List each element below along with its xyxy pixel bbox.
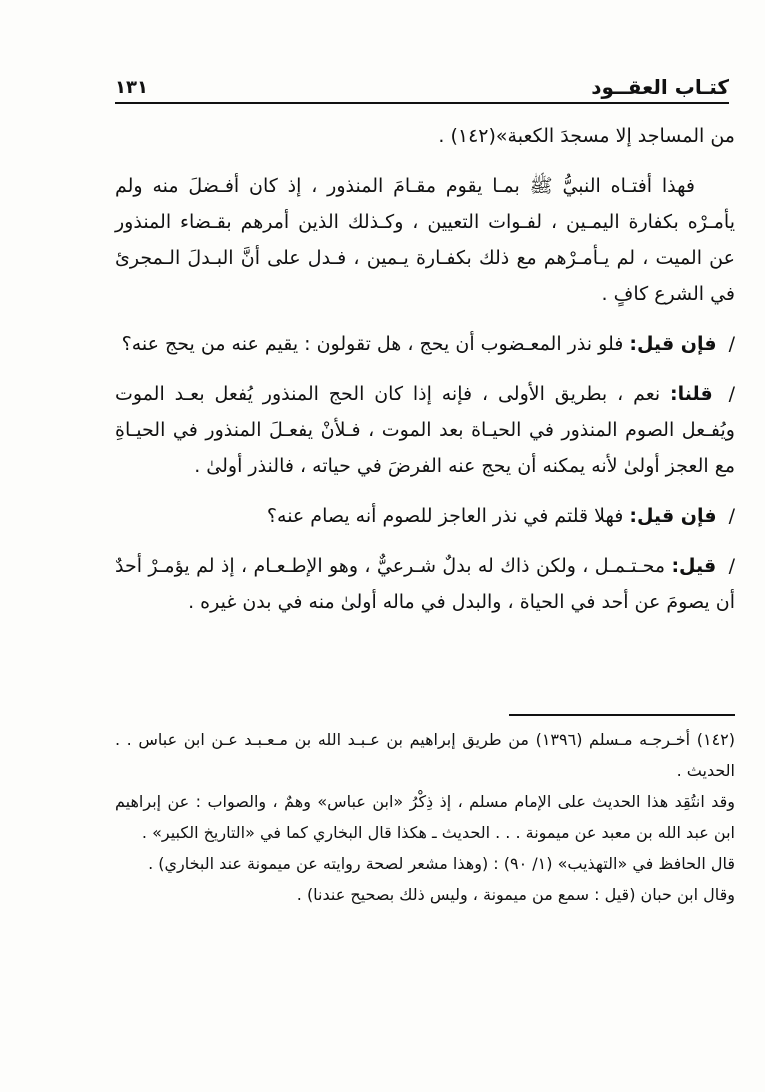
paragraph xyxy=(115,376,735,484)
paragraph-text: فلو نذر المعـضوب أن يحج ، هل تقولون : يقيم عنه من يحج عنه؟ xyxy=(121,333,624,355)
margin-slash: / xyxy=(728,333,735,355)
footnotes xyxy=(115,724,735,910)
paragraph xyxy=(115,548,735,620)
paragraph xyxy=(115,498,735,534)
margin-slash: / xyxy=(728,383,736,405)
paragraph-lead: فإن قيل: xyxy=(629,505,717,527)
footnote: (١٤٢) أخـرجـه مـسلم (١٣٩٦) من طريق إبراهيم بن عـبـد الله بن مـعـبـد عـن ابن عباس . . الحديث . xyxy=(115,730,735,780)
paragraph-lead: قيل: xyxy=(671,555,717,577)
margin-slash: / xyxy=(728,505,735,527)
paragraph: فهذا أفتـاه النبيُّ ﷺ بمـا يقوم مقـامَ المنذور ، إذ كان أفـضلَ منه ولم يأمـرْه بكفارة اليمـين ، لفـوات التعيين ، وكـذلك الذين أمرهم بقـضاء المنذور عن الميت ، لم يـأمـرْهم مع ذلك بكفـارة يـمين ، فـدل على أنَّ البـدلَ الـمجرئ في الشرع كافٍ . xyxy=(115,175,735,305)
page-number: ١٣١ xyxy=(115,76,148,98)
footnote: وقد انتُقِد هذا الحديث على الإمام مسلم ، إذ ذِكْرُ «ابن عباس» وهمٌ ، والصواب : عن إبراهيم ابن عبد الله بن معبد عن ميمونة . . . الحديث ـ هكذا قال البخاري كما في «التاريخ الكبير» . xyxy=(115,792,735,842)
paragraph-lead: فإن قيل: xyxy=(629,333,717,355)
footnote: قال الحافظ في «التهذيب» (١/ ٩٠) : (وهذا مشعر لصحة روايته عن ميمونة عند البخاري) . xyxy=(148,854,735,873)
paragraph-text: محـتـمـل ، ولكن ذاك له بدلٌ شـرعيٌّ ، وهو الإطـعـام ، إذ لم يؤمـرْ أحدٌ أن يصومَ عن أحد في الحياة ، والبدل في ماله أولىٰ منه في بدن غيره . xyxy=(115,555,735,613)
margin-slash: / xyxy=(728,555,736,577)
paragraph-text: فهلا قلتم في نذر العاجز للصوم أنه يصام عنه؟ xyxy=(266,505,624,527)
book-title: كتـاب العقــود xyxy=(591,75,729,99)
paragraph: من المساجد إلا مسجدَ الكعبة»(١٤٢) . xyxy=(438,125,735,147)
paragraph-lead: قلنا: xyxy=(670,383,713,405)
paragraph xyxy=(115,326,735,362)
main-text xyxy=(115,118,735,620)
paragraph-text: نعم ، بطريق الأولى ، فإنه إذا كان الحج المنذور يُفعل بعـد الموت ويُفـعل الصوم المنذور في الحيـاة بعد الموت ، فـلأنْ يفعـلَ المنذور في الحيـاةِ مع العجز أولىٰ لأنه يمكنه أن يحج عنه الفرضَ في حياته ، فالنذر أولىٰ . xyxy=(115,383,735,477)
running-header xyxy=(115,72,729,104)
footnote-divider xyxy=(509,714,735,716)
footnote: وقال ابن حبان (قيل : سمع من ميمونة ، وليس ذلك بصحيح عندنا) . xyxy=(296,885,735,904)
